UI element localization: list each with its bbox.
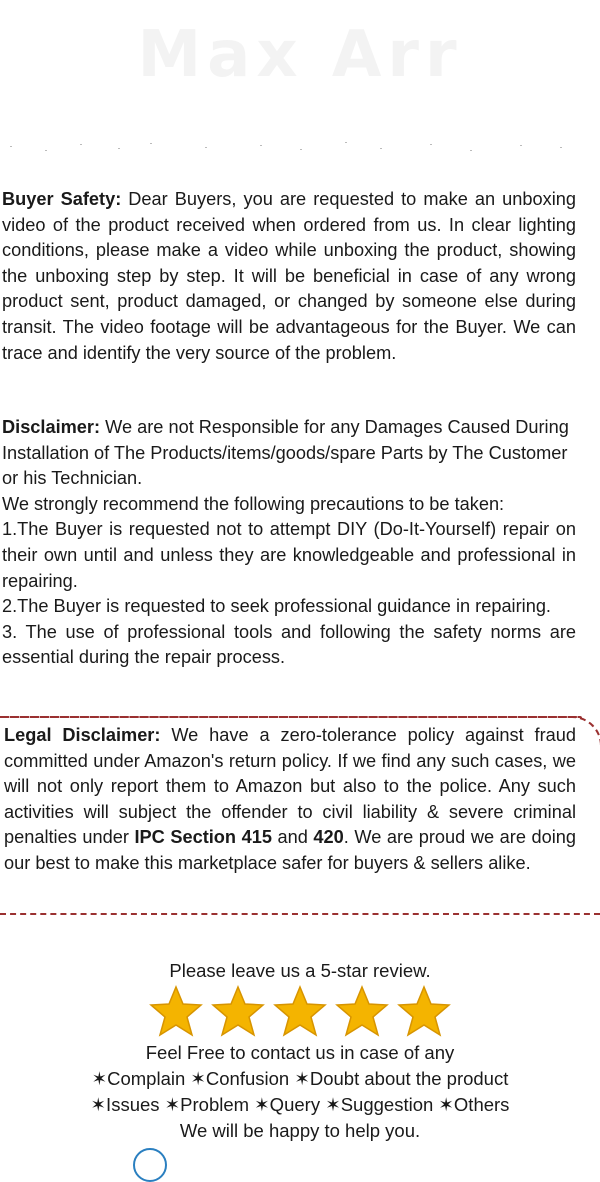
buyer-safety-text: Dear Buyers, you are requested to make an unboxing video of the product received when ordered from us. In clear lighting conditions, please make a video while unboxing the product, showing the unboxing step by step. It will be beneficial in case of any wrong product sent, product damaged, or changed by someone else during transit. The video footage will be advantageous for the Buyer. We can trace and identify the very source of the problem.: [2, 189, 576, 363]
contact-reasons-line: ✶Issues ✶Problem ✶Query ✶Suggestion ✶Others: [90, 1094, 510, 1115]
brand-logo-watermark: Max Arr: [137, 18, 463, 92]
ipc-number: 420: [313, 827, 344, 848]
contact-line: We will be happy to help you.: [179, 1120, 421, 1141]
disclaimer-section: [2, 415, 576, 671]
review-prompt: Please leave us a 5-star review.: [169, 960, 431, 981]
contact-reasons-line: ✶Complain ✶Confusion ✶Doubt about the product: [91, 1068, 509, 1089]
contact-line: Feel Free to contact us in case of any: [145, 1042, 455, 1063]
precautions-intro: We strongly recommend the following precautions to be taken:: [2, 493, 505, 514]
contact-section: [0, 1040, 600, 1144]
buyer-safety-label: Buyer Safety:: [2, 189, 122, 209]
legal-text-c: . We are proud we are doing our best to make this marketplace safer for buyers & sellers alike.: [4, 827, 577, 873]
star-icon: [210, 985, 266, 1037]
star-icon: [148, 985, 204, 1037]
precaution-item: 3. The use of professional tools and following the safety norms are essential during the repair process.: [2, 621, 576, 668]
legal-disclaimer-label: Legal Disclaimer:: [4, 725, 161, 745]
faded-tagline: [0, 138, 600, 160]
legal-text-b: and: [271, 827, 314, 848]
star-icon: [272, 985, 328, 1037]
buyer-safety-section: [2, 187, 576, 366]
disclaimer-label: Disclaimer:: [2, 417, 101, 437]
dashed-divider-bottom: [0, 913, 600, 915]
dashed-divider-top: [0, 716, 582, 718]
precaution-item: 1.The Buyer is requested not to attempt DIY (Do-It-Yourself) repair on their own until and unless they are knowledgeable and professional in repairing.: [2, 519, 576, 591]
star-icon: [334, 985, 390, 1037]
legal-text-a: We have a zero-tolerance policy against fraud committed under Amazon's return policy. If we find any such cases, we will not only report them to Amazon but also to the police. Any such activities will subject the offender to civil liability & severe criminal penalties under: [4, 725, 576, 848]
contact-icon: [133, 1148, 167, 1182]
star-rating: [0, 985, 600, 1037]
ipc-section: IPC Section 415: [134, 827, 272, 848]
legal-disclaimer-section: [4, 723, 576, 877]
star-icon: [396, 985, 452, 1037]
disclaimer-text: We are not Responsible for any Damages Caused During Installation of The Products/items/goods/spare Parts by The Customer or his Technician.: [2, 417, 569, 489]
precaution-item: 2.The Buyer is requested to seek professional guidance in repairing.: [2, 596, 551, 617]
